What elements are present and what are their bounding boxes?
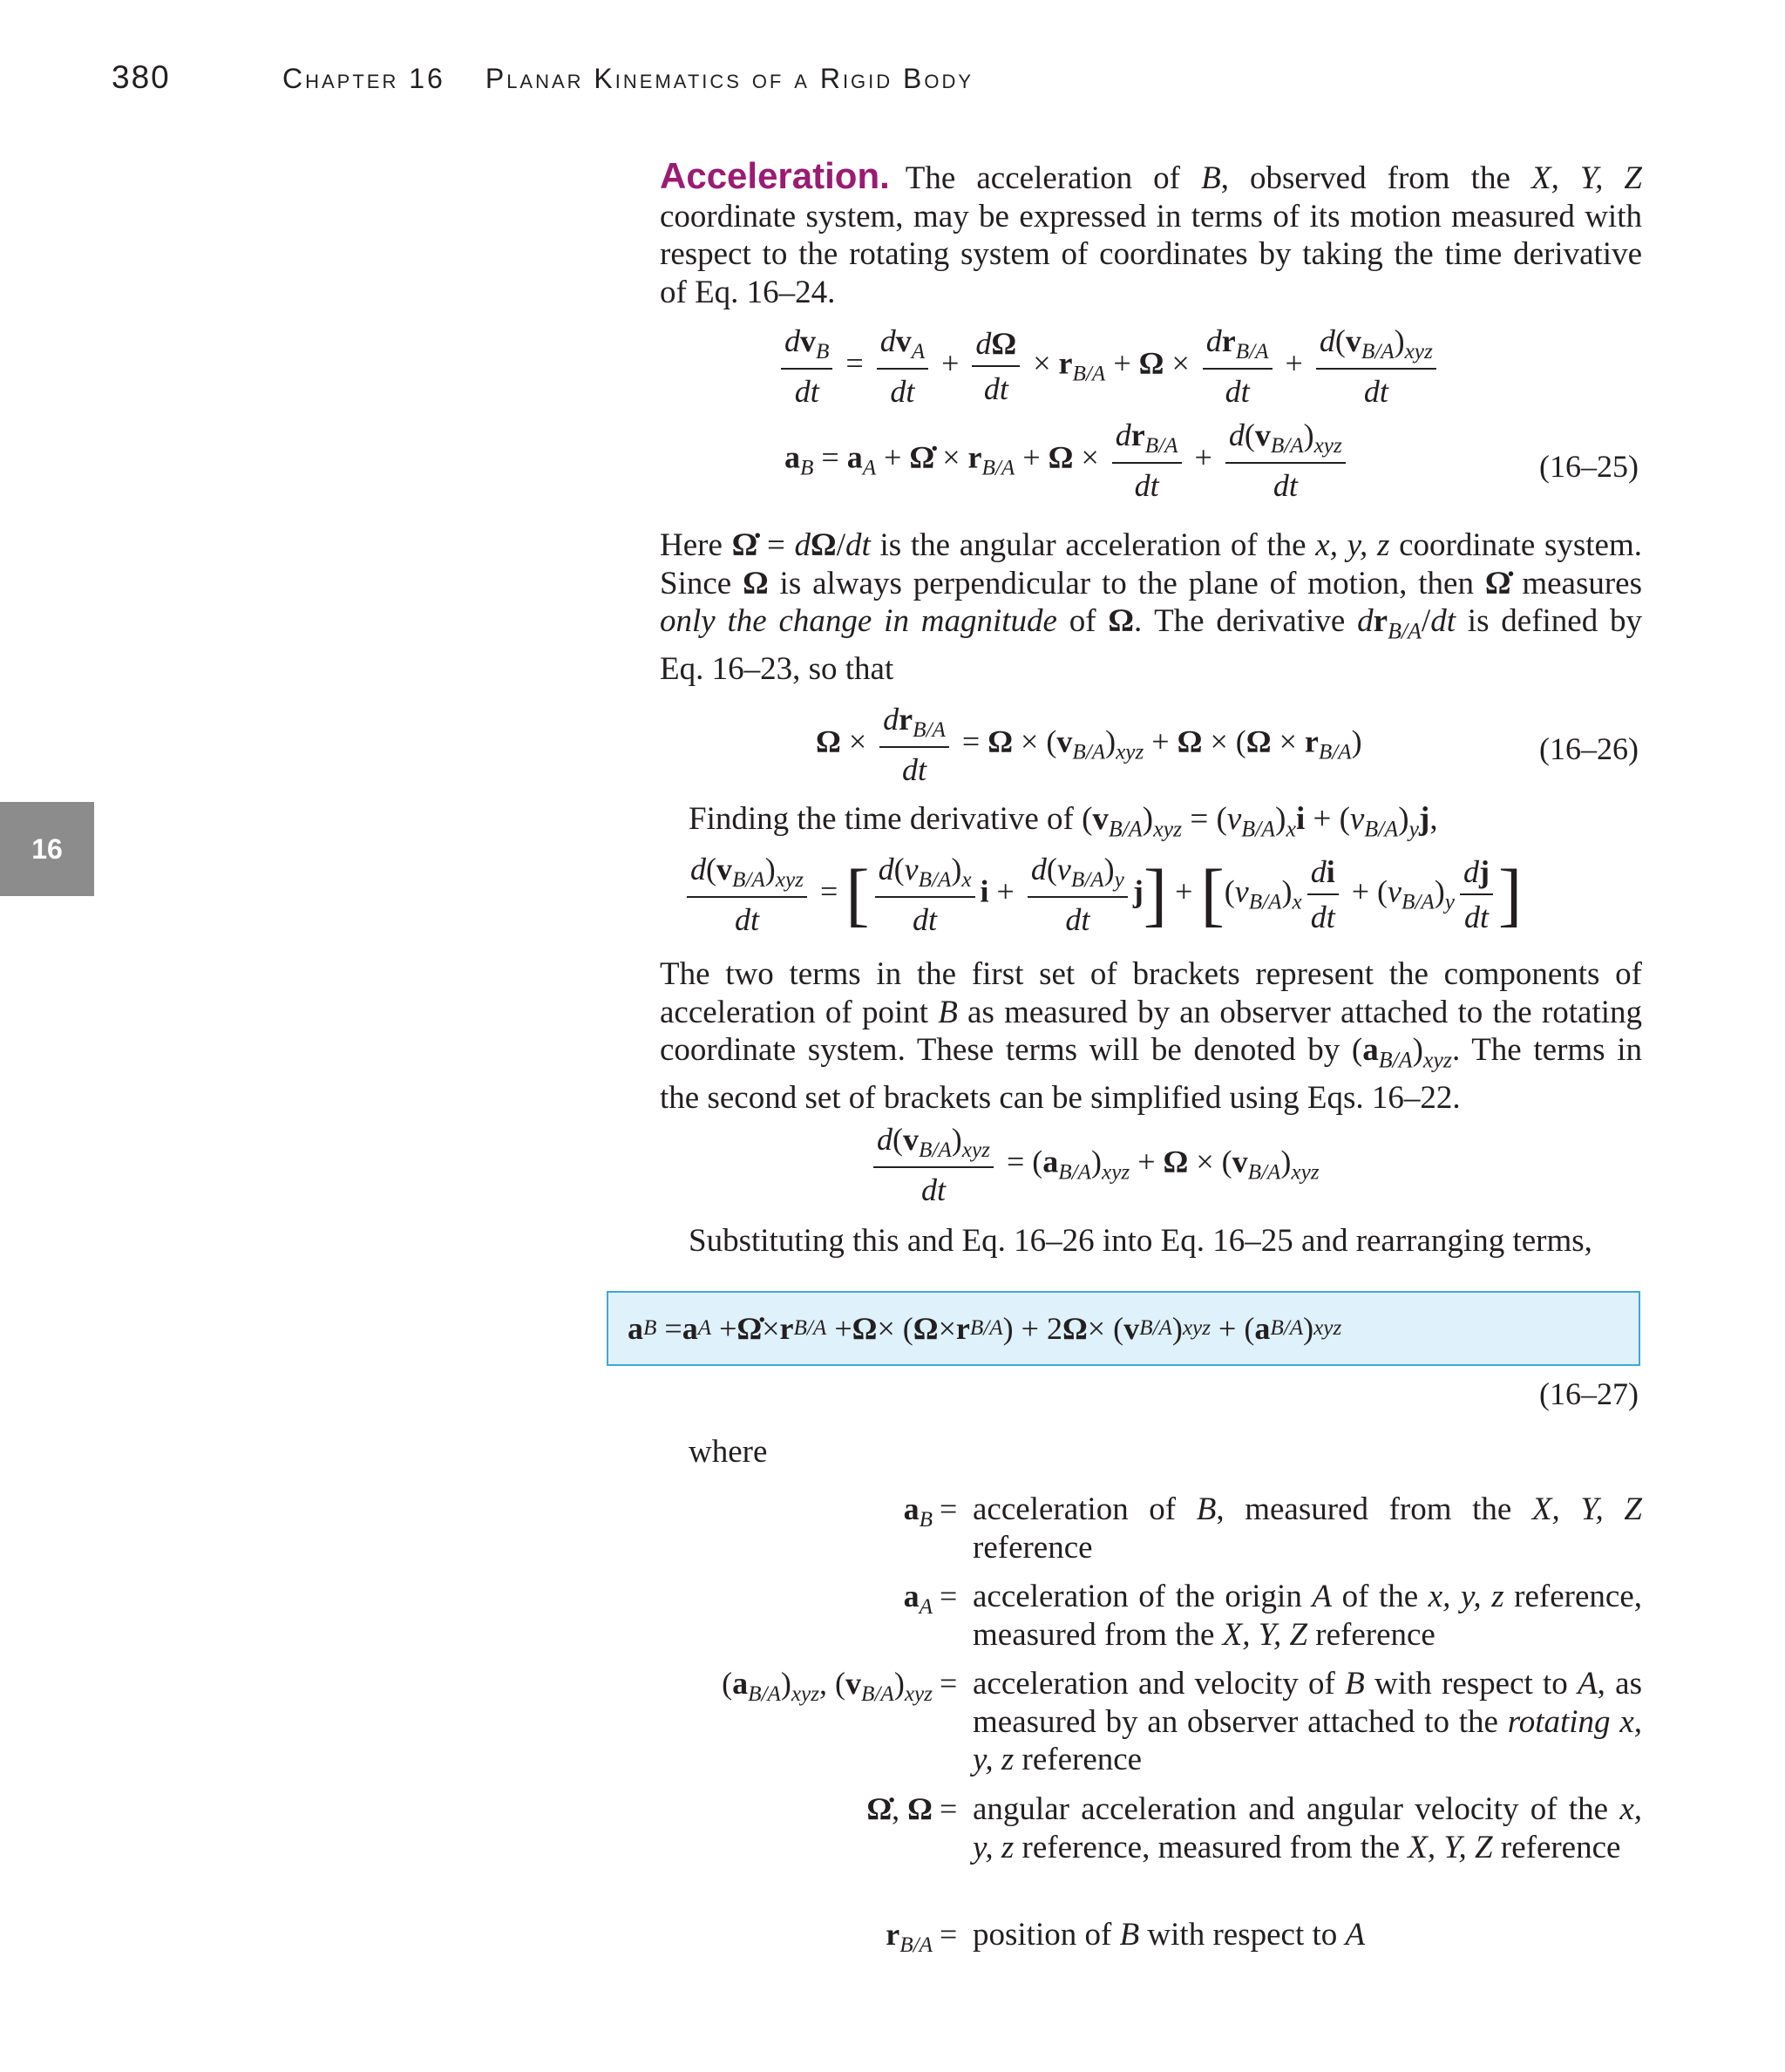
chapter-title: Planar Kinematics of a Rigid Body: [485, 63, 974, 94]
chapter-thumb-tab: 16: [0, 802, 94, 896]
boxed-equation-16-27: a B = a A + Ω̇ × r B/A + Ω × ( Ω × r B/A ) + 2 Ω × ( v B/A ) xyz + ( a B/A ) xyz: [607, 1291, 1640, 1366]
def-text-rBA: position of B with respect to A: [973, 1917, 1366, 1953]
equation-relative-acceleration: $\frac{d(v_{B/A})_{xyz}}{dt}$ = $(a_{B/A})_{xyz} + \Omega \times (v_{B/A})_{xyz}$: [868, 1121, 1320, 1208]
equation-16-26: Ω × $\frac{dr_{B/A}}{dt}$ = $\Omega \times (v_{B/A})_{xyz} + \Omega \times (\Omega \times r_{B/A})$: [816, 702, 1362, 788]
section-heading: Acceleration.: [660, 155, 890, 196]
equation-derivative-vb: $\frac{dv_B}{dt}$ = $\frac{dv_A}{dt}$ + $\frac{d\Omega}{dt}$ × $r_{B/A} + \Omega$ × $\frac{dr_{B/A}}{dt}$ + $\frac{d(v_{B/A})_{xyz}}{dt}$: [776, 323, 1442, 410]
substituting-text: Substituting this and Eq. 16–26 into Eq. 16–25 and rearranging terms,: [689, 1223, 1592, 1259]
finding-derivative-text: Finding the time derivative of $(v_{B/A})_{xyz} = (v_{B/A})_xi + (v_{B/A})_yj$,: [689, 801, 1438, 842]
def-text-aA: acceleration of the origin A of the x, y, z reference, measured from the X, Y, Z reference: [973, 1579, 1643, 1653]
equation-number-16-27: (16–27): [1539, 1376, 1639, 1411]
chapter-label: Chapter 16: [282, 63, 445, 94]
def-equals: =: [940, 1666, 958, 1701]
equation-number-16-25: (16–25): [1539, 449, 1639, 484]
def-symbol-rBA: $r_{B/A}$: [886, 1917, 933, 1958]
def-equals: =: [940, 1917, 958, 1952]
def-symbol-aB: $a_B$: [903, 1491, 933, 1532]
def-text-aB: acceleration of B, measured from the X, Y, Z reference: [973, 1491, 1642, 1566]
running-head: [282, 63, 974, 95]
def-equals: =: [940, 1791, 958, 1826]
equation-number-16-26: (16–26): [1539, 731, 1639, 766]
def-symbol-aBA-vBA: $(a_{B/A})_{xyz}$, $(v_{B/A})_{xyz}$: [722, 1666, 933, 1707]
omega-dot-paragraph: Here Ω̇ = dΩ/dt is the angular acceleration of the x, y, z coordinate system. Since Ω is always perpendicular to the plane of motion, then Ω̇ measures only the change in magnitude of Ω. The derivative $dr_{B/A}/dt$ is defined by Eq. 16–23, so that: [660, 527, 1643, 687]
intro-paragraph: Acceleration. The acceleration of B, observed from the X, Y, Z coordinate system, may be expressed in terms of its motion measured with respect to the rotating system of coordinates by taking the time derivative of Eq. 16–24.: [660, 155, 1642, 310]
def-symbol-omega: Ω̇, Ω: [866, 1791, 933, 1826]
equation-component-derivative: $\frac{d(v_{B/A})_{xyz}}{dt}$ = [ $\frac{d(v_{B/A})_x}{dt}$ i + $\frac{d(v_{B/A})_y}{dt}$ $j] + [(v_{B/A})_x$ $\frac{di}{dt}$ + $(v_{B/A})_y$ $\frac{dj}{dt}$ ]: [682, 851, 1522, 938]
brackets-paragraph: The two terms in the first set of brackets represent the components of acceleration of point B as measured by an observer attached to the rotating coordinate system. These terms will be denoted by $(a_{B/A})_{xyz}$. The terms in the second set of brackets can be simplified using Eqs. 16–22.: [660, 956, 1643, 1116]
def-symbol-aA: $a_A$: [903, 1579, 933, 1620]
equation-16-25: $a_B = a_A$ + Ω̇ × $r_{B/A} + \Omega$ × $\frac{dr_{B/A}}{dt}$ + $\frac{d(v_{B/A})_{xyz}}{dt}$: [784, 417, 1351, 504]
where-label: where: [689, 1434, 768, 1470]
def-text-omega: angular acceleration and angular velocity of the x, y, z reference, measured from the X, Y, Z reference: [973, 1791, 1642, 1865]
def-text-aBA-vBA: acceleration and velocity of B with respect to A, as measured by an observer attached to the rotating x, y, z reference: [973, 1666, 1642, 1777]
def-equals: =: [940, 1491, 958, 1526]
def-equals: =: [940, 1579, 958, 1613]
page-number: 380: [112, 59, 171, 95]
